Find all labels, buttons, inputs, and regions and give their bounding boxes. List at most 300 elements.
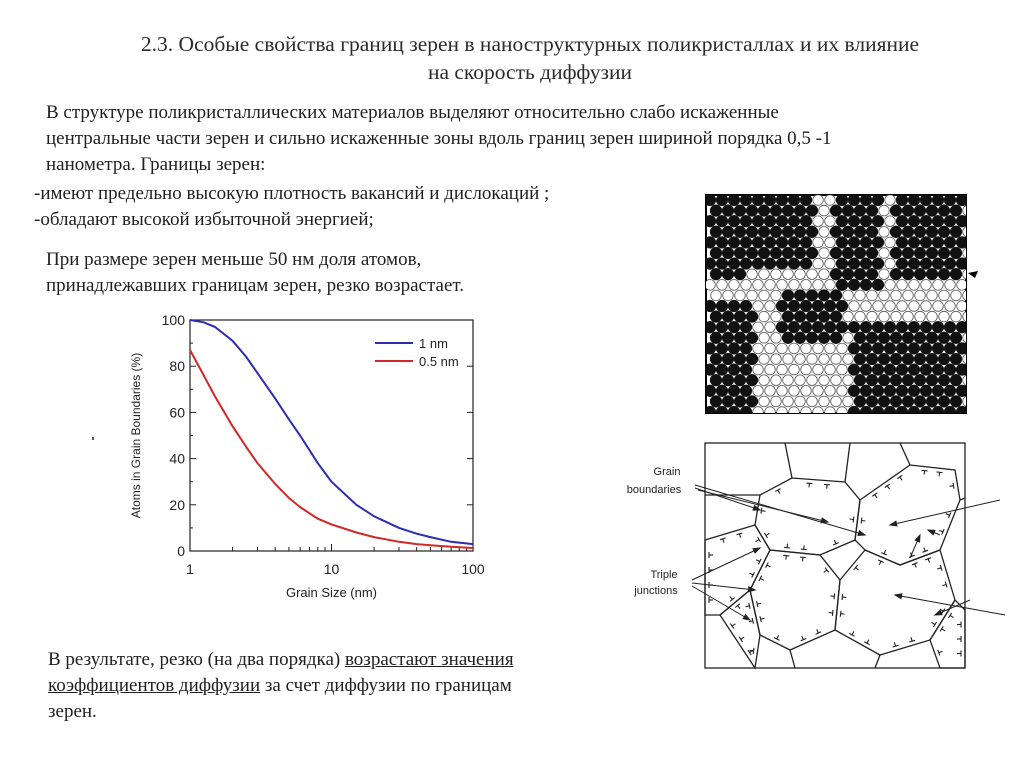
atom-dark	[716, 258, 728, 270]
atom-dark	[830, 268, 842, 280]
atom-light	[879, 227, 890, 238]
atom-light	[969, 364, 980, 375]
atom-dark	[830, 332, 842, 344]
atom-dark	[764, 237, 776, 249]
atom-light	[981, 364, 990, 375]
atom-dark	[806, 226, 818, 238]
atom-light	[825, 216, 836, 227]
atom-dark	[764, 215, 776, 227]
x-tick-label: 10	[323, 561, 340, 577]
atom-light	[927, 311, 938, 322]
atom-light	[825, 237, 836, 248]
atom-light	[771, 311, 782, 322]
atom-dark	[722, 374, 734, 386]
atom-dark	[872, 194, 884, 206]
atom-dark	[812, 300, 824, 312]
atom-light	[753, 407, 764, 418]
atom-dark	[728, 258, 740, 270]
atom-dark	[896, 215, 908, 227]
atom-light	[963, 227, 974, 238]
atom-light	[903, 311, 914, 322]
atom-dark	[902, 205, 914, 217]
atom-light	[867, 417, 878, 420]
atom-dark	[788, 300, 800, 312]
atom-light	[909, 301, 920, 312]
atom-dark	[710, 332, 722, 344]
atom-light	[975, 205, 986, 216]
atom-dark	[836, 215, 848, 227]
atom-dark	[920, 215, 932, 227]
result-text: В результате, резко (на два порядка)	[48, 649, 345, 670]
atom-dark	[914, 247, 926, 259]
atom-light	[987, 227, 990, 238]
atom-light	[783, 269, 794, 280]
atom-dark	[950, 226, 962, 238]
atom-dark	[932, 364, 944, 376]
atom-light	[819, 205, 830, 216]
atom-dark	[896, 321, 908, 333]
atom-dark	[890, 247, 902, 259]
atom-dark	[716, 300, 728, 312]
atom-dark	[854, 226, 866, 238]
atom-dark	[890, 205, 902, 217]
atom-dark	[788, 237, 800, 249]
atom-dark	[824, 300, 836, 312]
atom-light	[843, 311, 854, 322]
atom-dark	[848, 279, 860, 291]
atom-light	[789, 386, 800, 397]
atom-light	[831, 375, 842, 386]
atom-dark	[878, 374, 890, 386]
atom-dark	[740, 237, 752, 249]
atom-dark	[860, 279, 872, 291]
x-tick-label: 100	[461, 561, 485, 577]
result-line-2	[48, 673, 648, 699]
atom-light	[981, 237, 990, 248]
atom-light	[885, 237, 896, 248]
atom-dark	[836, 194, 848, 206]
atom-light	[981, 343, 990, 354]
atom-dark	[740, 194, 752, 206]
atom-light	[819, 396, 830, 407]
atom-dark	[746, 332, 758, 344]
atom-dark	[836, 300, 848, 312]
atom-light	[819, 227, 830, 238]
atom-dark	[746, 205, 758, 217]
dislocation-stem	[761, 511, 765, 512]
atom-dark	[860, 194, 872, 206]
atom-dark	[776, 258, 788, 270]
atom-light	[885, 195, 896, 206]
atom-light	[837, 407, 848, 418]
slide-title	[50, 30, 1010, 86]
atom-dark	[716, 385, 728, 397]
atom-light	[927, 417, 938, 420]
atom-dark	[728, 215, 740, 227]
atom-light	[801, 280, 812, 291]
atom-dark	[950, 374, 962, 386]
atom-dark	[920, 237, 932, 249]
atom-light	[825, 195, 836, 206]
atom-dark	[716, 321, 728, 333]
atom-dark	[908, 343, 920, 355]
atom-dark	[890, 332, 902, 344]
atom-dark	[740, 300, 752, 312]
atom-dark	[842, 205, 854, 217]
atom-dark	[782, 332, 794, 344]
atom-light	[759, 269, 770, 280]
atom-light	[813, 280, 824, 291]
atom-dark	[860, 406, 872, 418]
atom-dark	[866, 332, 878, 344]
atom-dark	[908, 258, 920, 270]
atom-dark	[842, 268, 854, 280]
atom-light	[819, 375, 830, 386]
atom-light	[735, 417, 746, 420]
atom-light	[771, 354, 782, 365]
atom-dark	[806, 332, 818, 344]
atom-light	[765, 322, 776, 333]
atom-dark	[920, 406, 932, 418]
atom-light	[729, 280, 740, 291]
atom-dark	[788, 215, 800, 227]
label-grain-boundaries-1: Grain	[653, 466, 681, 478]
atom-light	[915, 417, 926, 420]
atom-dark	[932, 406, 944, 418]
atom-dark	[932, 343, 944, 355]
atom-dark	[944, 215, 956, 227]
atom-dark	[728, 406, 740, 418]
atom-dark	[908, 194, 920, 206]
atom-light	[963, 354, 974, 365]
atomic-structure-figure	[700, 190, 990, 420]
atom-light	[987, 375, 990, 386]
atom-light	[963, 248, 974, 259]
atom-light	[879, 417, 890, 420]
atom-dark	[854, 332, 866, 344]
atom-dark	[752, 258, 764, 270]
atom-dark	[758, 226, 770, 238]
atom-dark	[716, 406, 728, 418]
atom-light	[759, 417, 770, 420]
atom-light	[987, 396, 990, 407]
atom-dark	[728, 343, 740, 355]
atom-dark	[734, 374, 746, 386]
atom-light	[969, 280, 980, 291]
atom-dark	[782, 247, 794, 259]
atom-light	[753, 280, 764, 291]
atom-dark	[746, 311, 758, 323]
atom-dark	[860, 321, 872, 333]
atom-dark	[902, 396, 914, 408]
atom-light	[813, 216, 824, 227]
atom-dark	[872, 258, 884, 270]
atom-light	[933, 280, 944, 291]
atom-light	[783, 417, 794, 420]
atom-light	[855, 417, 866, 420]
atom-light	[963, 417, 974, 420]
atom-dark	[902, 247, 914, 259]
atom-dark	[806, 311, 818, 323]
atom-light	[963, 311, 974, 322]
dislocation-stem	[950, 486, 954, 487]
atom-dark	[710, 374, 722, 386]
atom-light	[831, 396, 842, 407]
atom-light	[825, 343, 836, 354]
atom-dark	[944, 406, 956, 418]
atom-dark	[848, 385, 860, 397]
atom-light	[849, 301, 860, 312]
atom-dark	[776, 194, 788, 206]
atom-dark	[932, 258, 944, 270]
label-triple-junctions-1: Triple	[650, 569, 678, 581]
atom-light	[801, 386, 812, 397]
atom-dark	[902, 268, 914, 280]
atom-dark	[794, 247, 806, 259]
atom-light	[771, 269, 782, 280]
atom-dark	[950, 205, 962, 217]
atom-light	[753, 364, 764, 375]
atom-dark	[944, 258, 956, 270]
atom-dark	[794, 205, 806, 217]
atom-dark	[938, 332, 950, 344]
atom-dark	[890, 353, 902, 365]
atom-dark	[746, 247, 758, 259]
atom-light	[723, 290, 734, 301]
atom-dark	[884, 385, 896, 397]
atom-dark	[710, 311, 722, 323]
atom-light	[795, 417, 806, 420]
atom-light	[807, 417, 818, 420]
atom-light	[711, 290, 722, 301]
atom-light	[975, 375, 986, 386]
atom-dark	[932, 237, 944, 249]
atom-light	[957, 280, 968, 291]
atom-dark	[854, 374, 866, 386]
atom-dark	[854, 353, 866, 365]
atom-dark	[788, 258, 800, 270]
size-line-1: При размере зерен меньше 50 нм доля атомов,	[46, 249, 422, 270]
atom-dark	[716, 364, 728, 376]
atom-dark	[806, 290, 818, 302]
atom-light	[735, 290, 746, 301]
y-tick-label: 100	[161, 312, 185, 328]
atom-dark	[866, 396, 878, 408]
y-tick-label: 0	[177, 543, 185, 559]
atom-light	[813, 237, 824, 248]
atom-dark	[920, 343, 932, 355]
atom-light	[981, 322, 990, 333]
atom-dark	[884, 343, 896, 355]
atom-light	[981, 258, 990, 269]
atom-light	[765, 301, 776, 312]
atom-light	[975, 311, 986, 322]
atom-dark	[710, 268, 722, 280]
atom-dark	[770, 205, 782, 217]
atom-light	[939, 290, 950, 301]
stray-dot	[92, 437, 94, 440]
atom-light	[891, 417, 902, 420]
atom-dark	[902, 374, 914, 386]
atom-light	[753, 301, 764, 312]
atom-dark	[752, 194, 764, 206]
atom-dark	[734, 226, 746, 238]
atom-light	[963, 333, 974, 344]
atom-light	[801, 407, 812, 418]
atom-light	[885, 280, 896, 291]
atom-dark	[950, 396, 962, 408]
atom-light	[783, 396, 794, 407]
atom-light	[939, 417, 950, 420]
atom-dark	[884, 406, 896, 418]
atom-light	[789, 407, 800, 418]
atom-dark	[746, 226, 758, 238]
atom-dark	[818, 311, 830, 323]
atom-dark	[776, 300, 788, 312]
title-line-2: на скорость диффузии	[427, 60, 633, 84]
atom-light	[987, 269, 990, 280]
atom-light	[867, 290, 878, 301]
y-tick-label: 40	[169, 450, 185, 467]
atom-light	[963, 290, 974, 301]
atom-dark	[920, 364, 932, 376]
y-tick-label: 80	[169, 358, 185, 375]
atom-dark	[710, 396, 722, 408]
atom-light	[843, 396, 854, 407]
atom-dark	[716, 237, 728, 249]
atom-dark	[938, 205, 950, 217]
atom-dark	[944, 385, 956, 397]
atom-light	[843, 333, 854, 344]
atom-light	[825, 258, 836, 269]
atom-light	[771, 375, 782, 386]
atom-dark	[866, 226, 878, 238]
atom-dark	[728, 194, 740, 206]
atom-dark	[932, 215, 944, 227]
bullet-list	[34, 181, 694, 233]
atom-light	[771, 290, 782, 301]
atom-dark	[740, 406, 752, 418]
atom-dark	[944, 194, 956, 206]
atom-light	[861, 301, 872, 312]
atom-light	[969, 386, 980, 397]
atom-dark	[872, 237, 884, 249]
atom-dark	[836, 321, 848, 333]
atom-light	[777, 280, 788, 291]
atom-light	[951, 290, 962, 301]
atom-light	[813, 386, 824, 397]
atom-dark	[908, 364, 920, 376]
atom-light	[813, 195, 824, 206]
atom-dark	[752, 237, 764, 249]
atom-dark	[908, 406, 920, 418]
atom-light	[741, 280, 752, 291]
atom-dark	[746, 353, 758, 365]
atom-light	[963, 396, 974, 407]
atom-light	[915, 290, 926, 301]
atom-dark	[854, 247, 866, 259]
atom-dark	[800, 321, 812, 333]
atom-light	[987, 290, 990, 301]
atom-light	[873, 301, 884, 312]
atom-dark	[722, 268, 734, 280]
atom-light	[975, 227, 986, 238]
atom-dark	[926, 247, 938, 259]
atom-dark	[872, 364, 884, 376]
atom-light	[879, 311, 890, 322]
atom-light	[825, 364, 836, 375]
atom-dark	[866, 205, 878, 217]
atom-dark	[800, 194, 812, 206]
atom-light	[825, 280, 836, 291]
atom-dark	[914, 226, 926, 238]
atom-light	[879, 205, 890, 216]
atom-light	[975, 248, 986, 259]
atom-light	[975, 333, 986, 344]
atom-dark	[722, 226, 734, 238]
atom-light	[753, 343, 764, 354]
atom-light	[987, 311, 990, 322]
atom-light	[975, 354, 986, 365]
bullet-vacancies: -имеют предельно высокую плотность вакансий и дислокаций ;	[34, 183, 550, 204]
atom-dark	[734, 247, 746, 259]
y-tick-label: 60	[169, 404, 185, 421]
atom-light	[831, 354, 842, 365]
atom-light	[723, 417, 734, 420]
atom-dark	[854, 396, 866, 408]
atom-dark	[890, 226, 902, 238]
atom-light	[795, 269, 806, 280]
atom-dark	[800, 258, 812, 270]
atom-dark	[818, 290, 830, 302]
atom-dark	[848, 194, 860, 206]
atom-dark	[782, 226, 794, 238]
atom-light	[807, 354, 818, 365]
atom-dark	[830, 311, 842, 323]
atom-light	[933, 301, 944, 312]
atom-dark	[806, 205, 818, 217]
atom-dark	[854, 205, 866, 217]
atom-light	[969, 237, 980, 248]
atom-dark	[788, 321, 800, 333]
atom-dark	[914, 396, 926, 408]
result-line-3: зерен.	[48, 701, 97, 722]
legend-label-2: 0.5 nm	[419, 354, 459, 369]
title-line-1: 2.3. Особые свойства границ зерен в наноструктурных поликристаллах и их влияние	[140, 32, 920, 56]
result-paragraph	[48, 647, 648, 725]
atom-light	[801, 343, 812, 354]
atom-dark	[800, 300, 812, 312]
atom-dark	[860, 258, 872, 270]
atom-dark	[740, 215, 752, 227]
x-tick-label: 1	[186, 561, 194, 577]
atom-dark	[932, 321, 944, 333]
atom-dark	[932, 194, 944, 206]
atom-light	[777, 364, 788, 375]
atom-light	[903, 290, 914, 301]
atom-dark	[920, 258, 932, 270]
atom-dark	[848, 364, 860, 376]
atom-dark	[722, 353, 734, 365]
atom-light	[759, 311, 770, 322]
atom-light	[795, 354, 806, 365]
atom-dark	[944, 364, 956, 376]
atom-dark	[860, 385, 872, 397]
atom-dark	[854, 268, 866, 280]
atom-dark	[896, 406, 908, 418]
atom-dark	[938, 374, 950, 386]
atom-dark	[782, 290, 794, 302]
